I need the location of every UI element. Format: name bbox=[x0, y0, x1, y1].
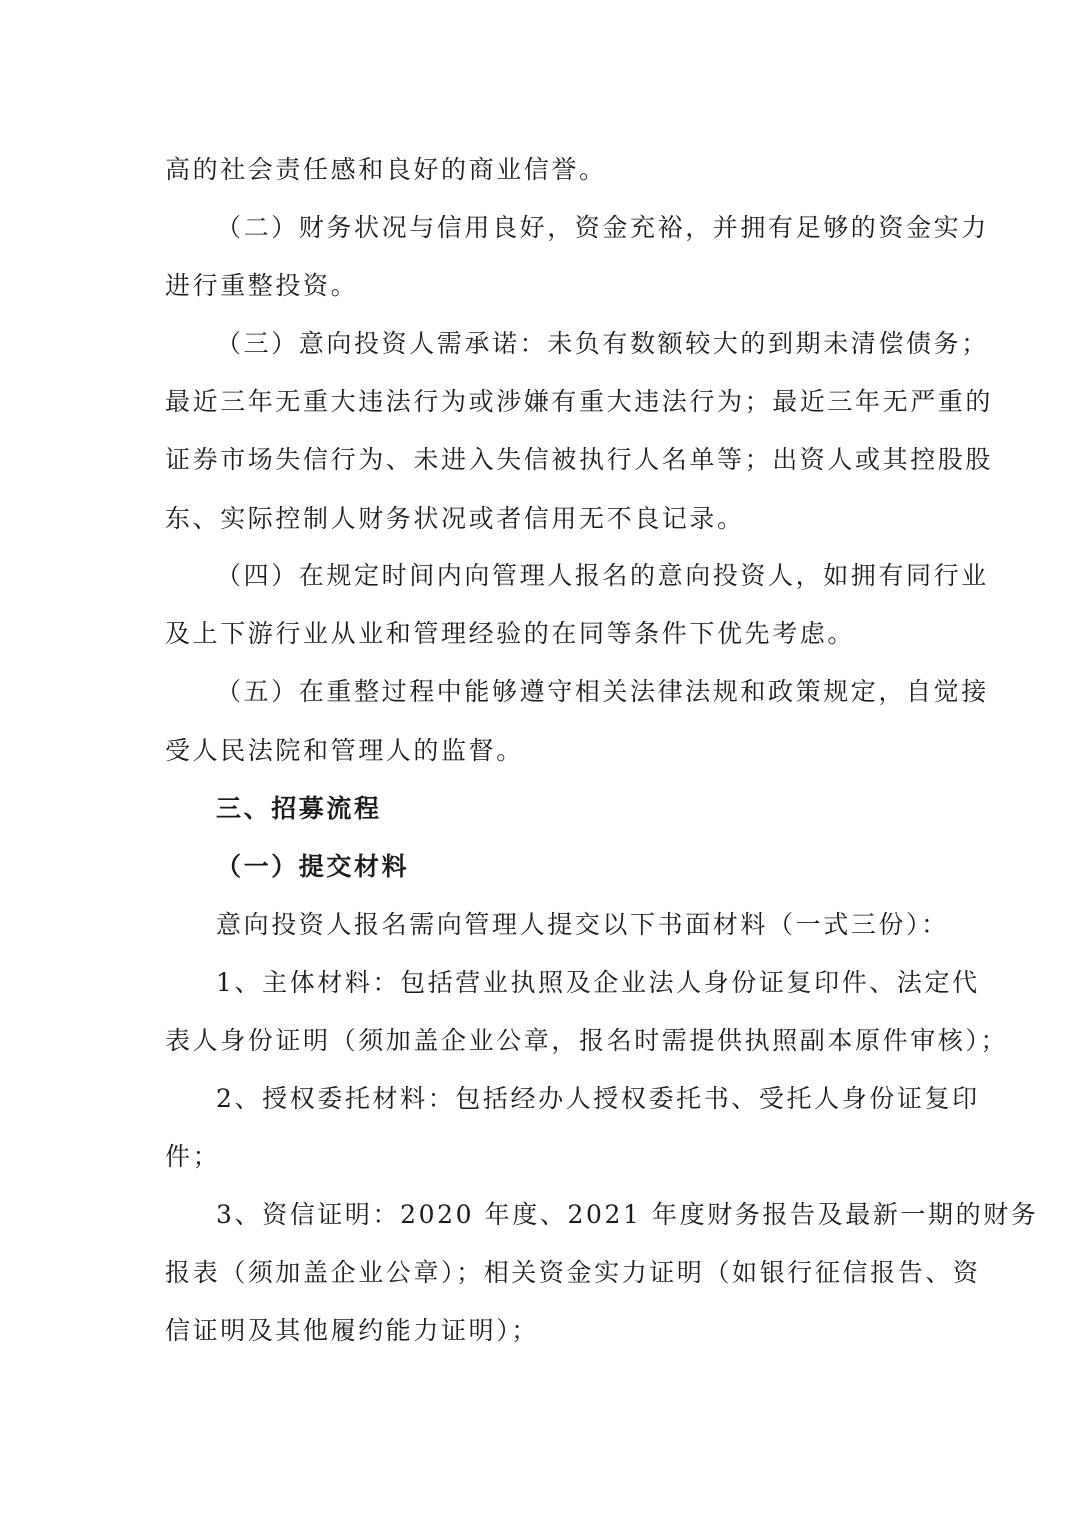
paragraph-line: （四）在规定时间内向管理人报名的意向投资人，如拥有同行业 bbox=[216, 561, 989, 590]
paragraph-line: （二）财务状况与信用良好，资金充裕，并拥有足够的资金实力 bbox=[216, 213, 989, 242]
paragraph-line: 表人身份证明（须加盖企业公章，报名时需提供执照副本原件审核）； bbox=[165, 1026, 1009, 1055]
paragraph-line: （三）意向投资人需承诺：未负有数额较大的到期未清偿债务； bbox=[216, 329, 989, 358]
paragraph-line: 2、授权委托材料：包括经办人授权委托书、受托人身份证复印 bbox=[216, 1084, 980, 1113]
paragraph-line: 高的社会责任感和良好的商业信誉。 bbox=[165, 155, 607, 184]
paragraph-line: 3、资信证明：2020 年度、2021 年度财务报告及最新一期的财务 bbox=[216, 1200, 1039, 1229]
paragraph-line: 东、实际控制人财务状况或者信用无不良记录。 bbox=[165, 504, 745, 533]
paragraph-line: 证券市场失信行为、未进入失信被执行人名单等；出资人或其控股股 bbox=[165, 445, 994, 474]
paragraph-line: 1、主体材料：包括营业执照及企业法人身份证复印件、法定代 bbox=[216, 968, 980, 997]
paragraph-line: 意向投资人报名需向管理人提交以下书面材料（一式三份）： bbox=[216, 910, 949, 939]
section-heading: 三、招募流程 bbox=[216, 794, 382, 823]
paragraph-line: 及上下游行业从业和管理经验的在同等条件下优先考虑。 bbox=[165, 619, 856, 648]
paragraph-line: 件； bbox=[165, 1142, 221, 1171]
paragraph-line: 最近三年无重大违法行为或涉嫌有重大违法行为；最近三年无严重的 bbox=[165, 387, 994, 416]
paragraph-line: 进行重整投资。 bbox=[165, 271, 359, 300]
paragraph-line: 受人民法院和管理人的监督。 bbox=[165, 736, 524, 765]
paragraph-line: 报表（须加盖企业公章）；相关资金实力证明（如银行征信报告、资 bbox=[165, 1258, 981, 1287]
paragraph-line: 信证明及其他履约能力证明）； bbox=[165, 1316, 539, 1345]
subsection-heading: （一）提交材料 bbox=[216, 852, 410, 881]
paragraph-line: （五）在重整过程中能够遵守相关法律法规和政策规定，自觉接 bbox=[216, 677, 989, 706]
